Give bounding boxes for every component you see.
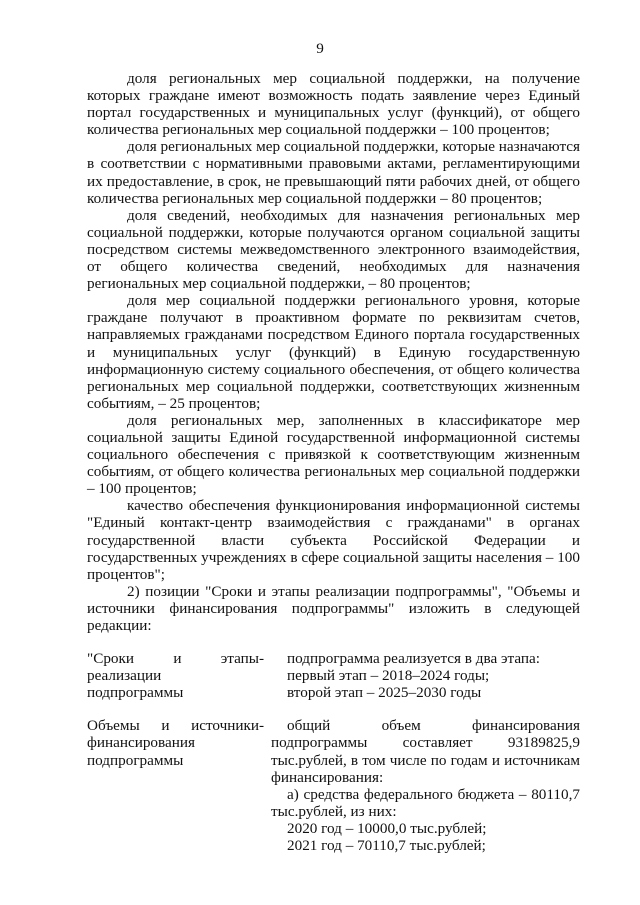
value-line: первый этап – 2018–2024 годы;: [287, 667, 490, 685]
paragraph: доля региональных мер социальной поддержки, на получение которых граждане имеют возможность подать заявление через Единый портал государственных и муниципальных услуг (функций), от общего количества региональных мер социальной поддержки – 100 процентов;: [87, 70, 580, 139]
funding-year: 2021 год – 70110,7 тыс.рублей;: [287, 837, 486, 855]
program-table: [87, 650, 580, 854]
paragraph: доля сведений, необходимых для назначения региональных мер социальной поддержки, которые получаются органом социальной защиты посредством системы межведомственного электронного взаимодействия, от общего количества сведений, необходимых для назначения региональных мер социальной поддержки, – 80 процентов;: [87, 206, 580, 293]
funding-item-a: а) средства федерального бюджета – 80110,7 тыс.рублей, из них:: [271, 785, 580, 820]
funding-year: 2020 год – 10000,0 тыс.рублей;: [287, 819, 487, 837]
paragraph: доля региональных мер, заполненных в классификаторе мер социальной защиты Единой государственной информационной системы социального обеспечения с привязкой к соответствующим жизненным событиям, от общего количества региональных мер социальной поддержки – 100 процентов;: [87, 411, 580, 498]
table-row-terms: [87, 650, 580, 701]
paragraph: 2) позиции "Сроки и этапы реализации подпрограммы", "Объемы и источники финансирования подпрограммы" изложить в следующей редакции:: [87, 582, 580, 634]
row-label: "Сроки и этапы реализации подпрограммы: [87, 650, 259, 702]
document-body: [87, 70, 580, 870]
row-label: Объемы и источники финансирования подпрограммы: [87, 717, 259, 769]
row-dash: -: [259, 650, 265, 668]
paragraph: доля региональных мер социальной поддержки, которые назначаются в соответствии с нормативными правовыми актами, регламентирующими их предоставление, в срок, не превышающий пяти рабочих дней, от общего количества региональных мер социальной поддержки – 80 процентов;: [87, 138, 580, 207]
page-number: 9: [316, 40, 324, 57]
paragraph: доля мер социальной поддержки регионального уровня, которые граждане получают в проактивном формате по реквизитам счетов, направляемых гражданами посредством Единого портала государственных и муниципальных услуг (функций) в Единую государственную информационную систему социального обеспечения, от общего количества региональных мер социальной поддержки, соответствующих жизненным событиям, – 25 процентов;: [87, 292, 580, 412]
table-row-funding: [87, 717, 580, 854]
row-value: [271, 650, 580, 701]
value-line: подпрограмма реализуется в два этапа:: [287, 650, 540, 668]
value-line: второй этап – 2025–2030 годы: [287, 684, 482, 702]
funding-intro: общий объем финансирования подпрограммы составляет 93189825,9 тыс.рублей, в том числе по годам и источникам финансирования:: [271, 717, 580, 786]
paragraph: качество обеспечения функционирования информационной системы "Единый контакт-центр взаимодействия с гражданами" в органах государственной власти субъекта Российской Федерации и государственных учреждениях в сфере социальной защиты населения – 100 процентов";: [87, 497, 580, 583]
row-dash: -: [259, 717, 265, 735]
row-value: [271, 717, 580, 854]
